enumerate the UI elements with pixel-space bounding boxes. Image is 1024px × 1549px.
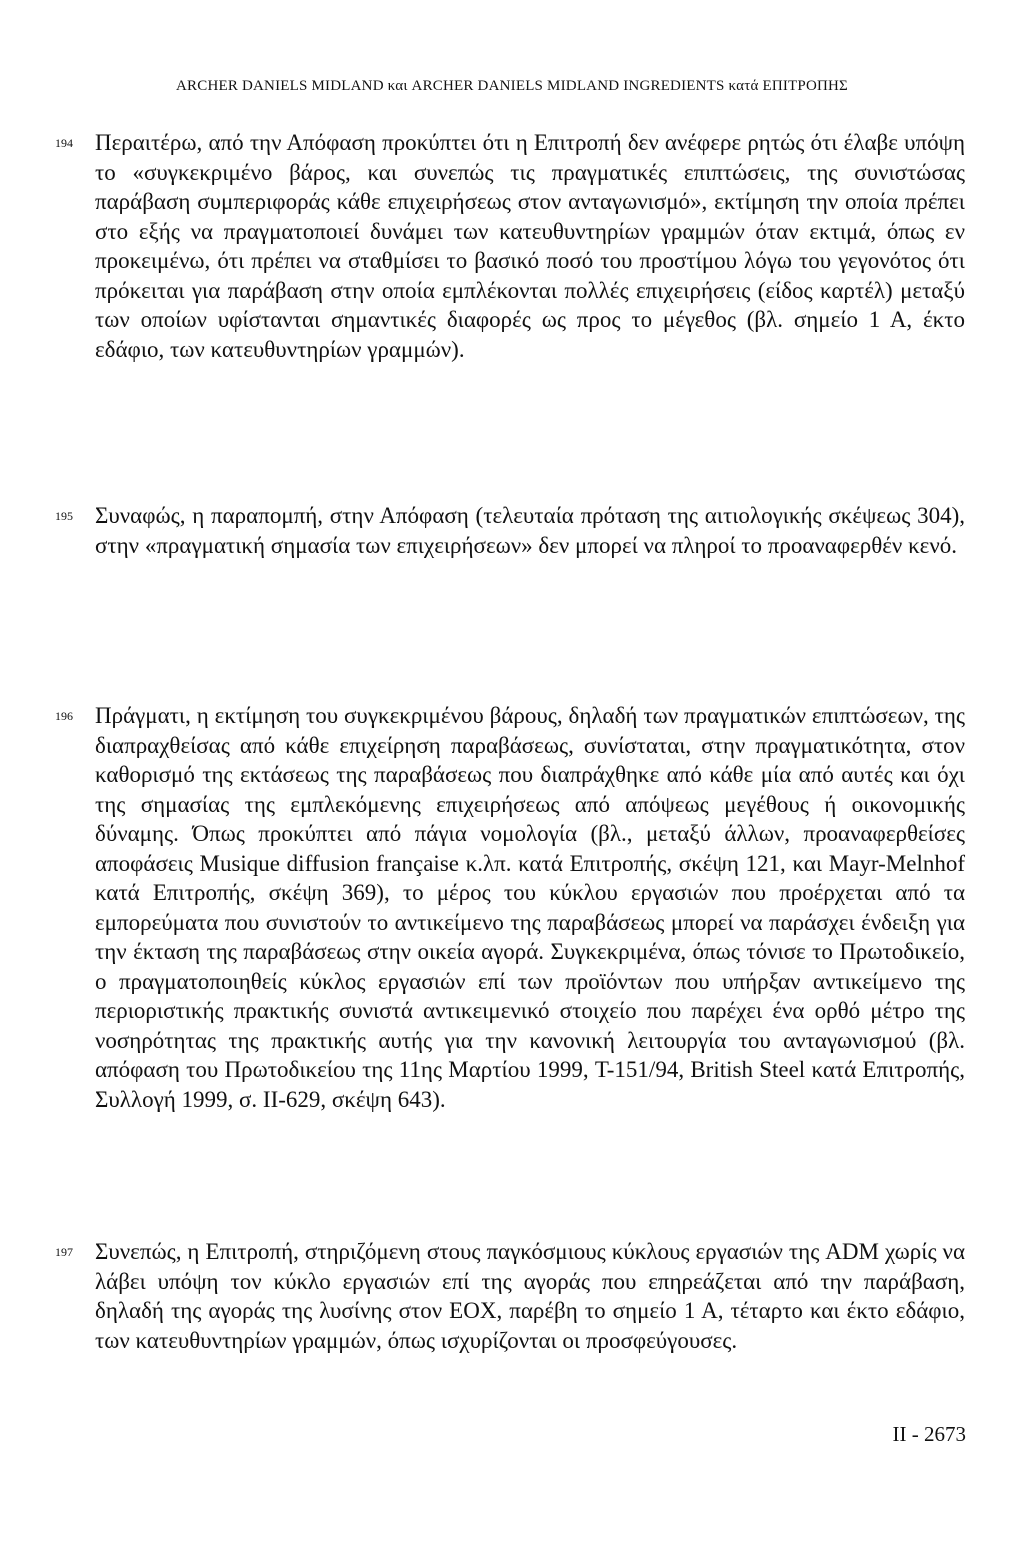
paragraph-194 <box>55 128 965 364</box>
paragraph-text: Συνεπώς, η Επιτροπή, στηριζόμενη στους παγκόσμιους κύκλους εργασιών της ADM χωρίς να λάβει υπόψη τον κύκλο εργασιών επί της αγοράς που επηρεάζεται από την παράβαση, δηλαδή της αγοράς της λυσίνης στον ΕΟΧ, παρέβη το σημείο 1 Α, τέταρτο και έκτο εδάφιο, των κατευθυντηρίων γραμμών, όπως ισχυρίζονται οι προσφεύγουσες. <box>95 1239 965 1353</box>
paragraph-195 <box>55 501 965 560</box>
paragraph-197 <box>55 1237 965 1355</box>
paragraph-text: Συναφώς, η παραπομπή, στην Απόφαση (τελευταία πρόταση της αιτιολογικής σκέψεως 304), στην «πραγματική σημασία των επιχειρήσεων» δεν μπορεί να πληροί το προαναφερθέν κενό. <box>95 503 965 558</box>
running-header: ARCHER DANIELS MIDLAND και ARCHER DANIELS MIDLAND INGREDIENTS κατά ΕΠΙΤΡΟΠΗΣ <box>176 78 848 94</box>
paragraph-number: 194 <box>55 136 73 150</box>
paragraph-text: Περαιτέρω, από την Απόφαση προκύπτει ότι η Επιτροπή δεν ανέφερε ρητώς ότι έλαβε υπόψη το «συγκεκριμένο βάρος, και συνεπώς τις πραγματικές επιπτώσεις, της συνιστώσας παράβαση συμπεριφοράς κάθε επιχειρήσεως στον ανταγωνισμό», εκτίμηση την οποία πρέπει στο εξής να πραγματοποιεί δυνάμει των κατευθυντηρίων γραμμών όταν εκτιμά, όπως εν προκειμένω, ότι πρέπει να σταθμίσει το βασικό ποσό του προστίμου λόγω του γεγονότος ότι πρόκειται για παράβαση στην οποία εμπλέκονται πολλές επιχειρήσεις (είδος καρτέλ) μεταξύ των οποίων υφίστανται σημαντικές διαφορές ως προς το μέγεθος (βλ. σημείο 1 Α, έκτο εδάφιο, των κατευθυντηρίων γραμμών). <box>95 130 965 362</box>
paragraph-number: 196 <box>55 709 73 723</box>
page-number: II - 2673 <box>892 1422 966 1446</box>
paragraph-text: Πράγματι, η εκτίμηση του συγκεκριμένου βάρους, δηλαδή των πραγματικών επιπτώσεων, της διαπραχθείσας από κάθε επιχείρηση παραβάσεως, συνίσταται, στην πραγματικότητα, στον καθορισμό της εκτάσεως της παραβάσεως που διαπράχθηκε από κάθε μία από αυτές και όχι της σημασίας της εμπλεκόμενης επιχειρήσεως από απόψεως μεγέθους ή οικονομικής δύναμης. Όπως προκύπτει από πάγια νομολογία (βλ., μεταξύ άλλων, προαναφερθείσες αποφάσεις Musique diffusion française κ.λπ. κατά Επιτροπής, σκέψη 121, και Mayr-Melnhof κατά Επιτροπής, σκέψη 369), το μέρος του κύκλου εργασιών που προέρχεται από τα εμπορεύματα που συνιστούν το αντικείμενο της παραβάσεως μπορεί να παράσχει ένδειξη για την έκταση της παραβάσεως στην οικεία αγορά. Συγκεκριμένα, όπως τόνισε το Πρωτοδικείο, ο πραγματοποιηθείς κύκλος εργασιών επί των προϊόντων που υπήρξαν αντικείμενο της περιοριστικής πρακτικής συνιστά αντικειμενικό στοιχείο που παρέχει ένα ορθό μέτρο της νοσηρότητας της πρακτικής αυτής για την κανονική λειτουργία του ανταγωνισμού (βλ. απόφαση του Πρωτοδικείου της 11ης Μαρτίου 1999, T-151/94, British Steel κατά Επιτροπής, Συλλογή 1999, σ. II-629, σκέψη 643). <box>95 703 965 1112</box>
paragraph-number: 195 <box>55 509 73 523</box>
paragraph-196 <box>55 701 965 1114</box>
paragraph-number: 197 <box>55 1245 73 1259</box>
